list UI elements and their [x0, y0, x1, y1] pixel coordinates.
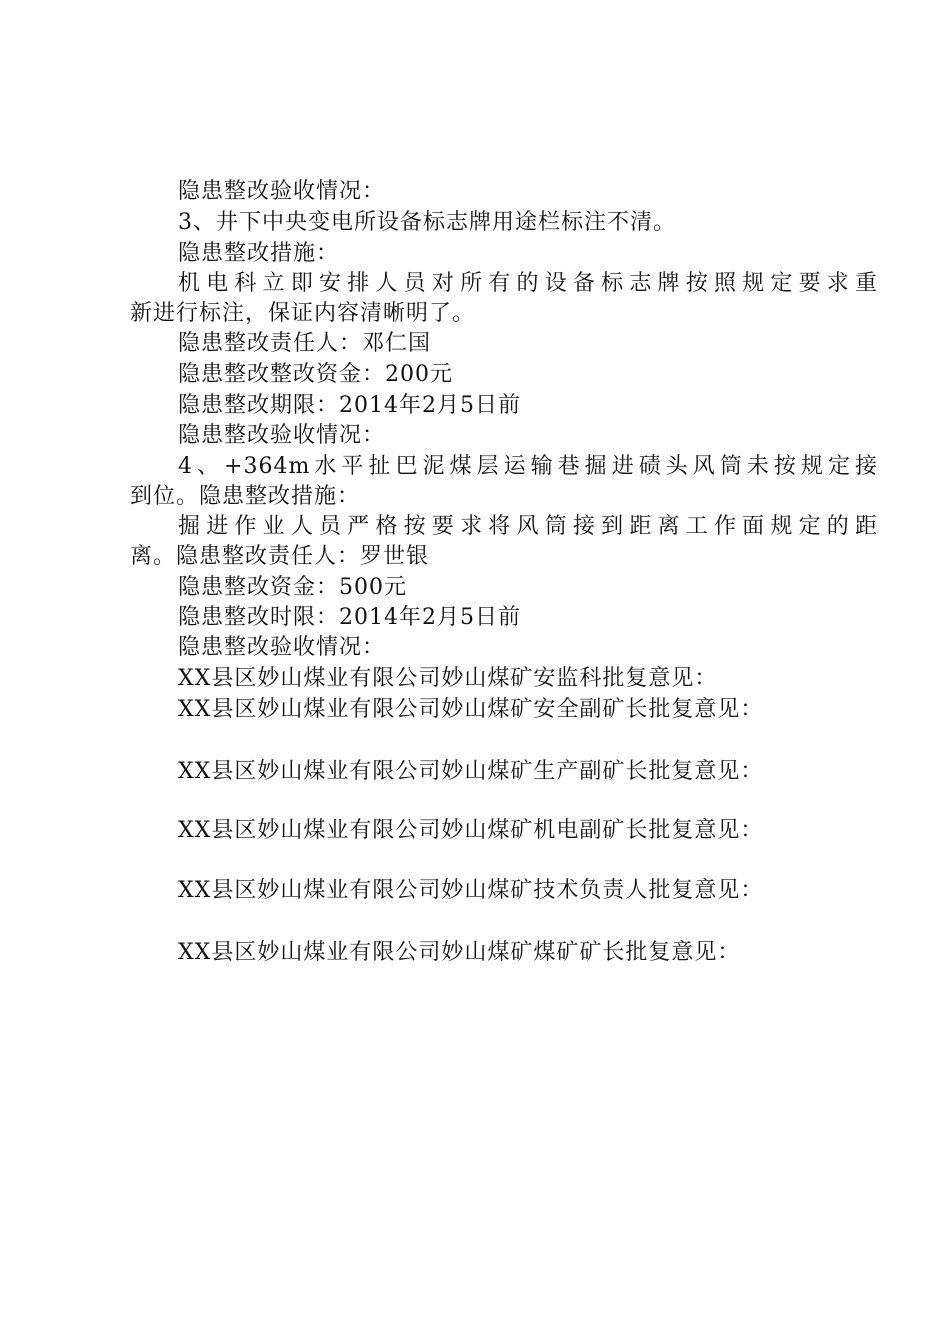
hazard-item-4-line-1: 4、+364m水平扯巴泥煤层运输巷掘进碛头风筒未按规定接	[178, 454, 878, 479]
measures-text-line-2: 新进行标注，保证内容清晰明了。	[130, 301, 476, 326]
approval-technical-head: XX县区妙山煤业有限公司妙山煤矿技术负责人批复意见：	[178, 878, 764, 903]
hazard-item-4-line-2: 到位。隐患整改措施：	[130, 484, 361, 509]
rectification-funds-2: 隐患整改资金：500元	[178, 575, 407, 600]
rectification-deadline: 隐患整改期限：2014年2月5日前	[178, 393, 521, 418]
measures-text-2-line-2: 离。隐患整改责任人：罗世银	[130, 544, 430, 569]
approval-safety-dept: XX县区妙山煤业有限公司妙山煤矿安监科批复意见：	[178, 666, 718, 691]
approval-safety-deputy: XX县区妙山煤业有限公司妙山煤矿安全副矿长批复意见：	[178, 697, 764, 722]
rectification-measures-label: 隐患整改措施：	[178, 241, 340, 266]
acceptance-status-label-3: 隐患整改验收情况：	[178, 635, 386, 660]
hazard-item-3: 3、井下中央变电所设备标志牌用途栏标注不清。	[178, 210, 676, 235]
rectification-deadline-2: 隐患整改时限：2014年2月5日前	[178, 605, 521, 630]
rectification-funds: 隐患整改整改资金：200元	[178, 362, 453, 387]
acceptance-status-label-2: 隐患整改验收情况：	[178, 423, 386, 448]
responsible-person: 隐患整改责任人：邓仁国	[178, 331, 432, 356]
measures-text-2-line-1: 掘进作业人员严格按要求将风筒接到距离工作面规定的距	[178, 514, 878, 539]
approval-production-deputy: XX县区妙山煤业有限公司妙山煤矿生产副矿长批复意见：	[178, 759, 764, 784]
approval-electromechanical-deputy: XX县区妙山煤业有限公司妙山煤矿机电副矿长批复意见：	[178, 818, 764, 843]
measures-text-line-1: 机电科立即安排人员对所有的设备标志牌按照规定要求重	[178, 271, 878, 296]
acceptance-status-label: 隐患整改验收情况：	[178, 179, 386, 204]
approval-mine-director: XX县区妙山煤业有限公司妙山煤矿煤矿矿长批复意见：	[178, 940, 741, 965]
